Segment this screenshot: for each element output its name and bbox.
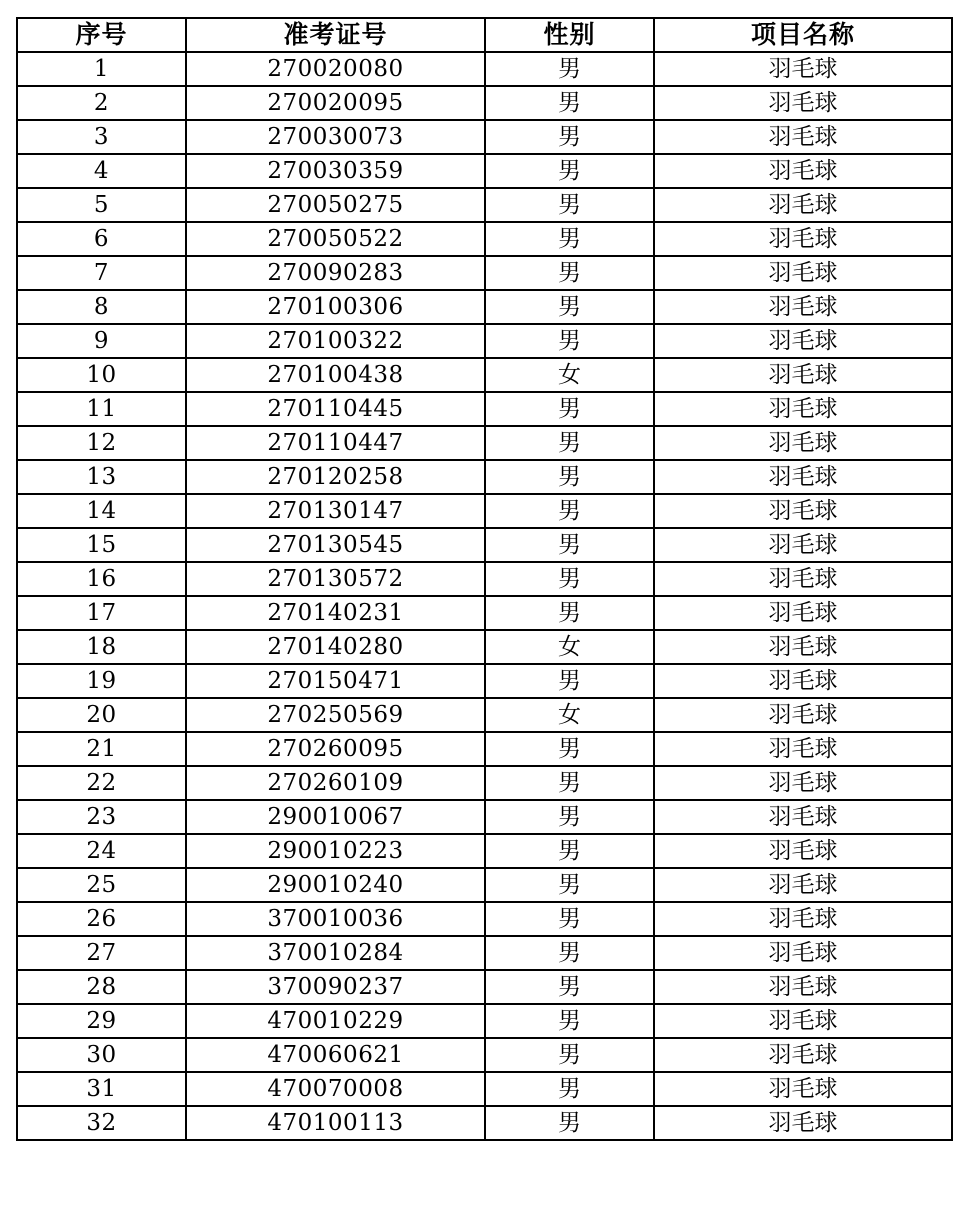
gender-cell: 男 xyxy=(485,188,654,222)
event-name-cell: 羽毛球 xyxy=(654,1072,952,1106)
serial-number-cell: 14 xyxy=(17,494,186,528)
admission-ticket-cell: 470070008 xyxy=(186,1072,485,1106)
gender-cell: 男 xyxy=(485,1106,654,1140)
table-row xyxy=(17,52,952,86)
serial-number-cell: 23 xyxy=(17,800,186,834)
admission-ticket-cell: 370010036 xyxy=(186,902,485,936)
admission-ticket-cell: 270260109 xyxy=(186,766,485,800)
header-admission-ticket-number: 准考证号 xyxy=(186,18,485,52)
serial-number-cell: 12 xyxy=(17,426,186,460)
admission-ticket-cell: 270110445 xyxy=(186,392,485,426)
admission-ticket-cell: 270020080 xyxy=(186,52,485,86)
gender-cell: 男 xyxy=(485,732,654,766)
gender-cell: 男 xyxy=(485,1038,654,1072)
gender-cell: 男 xyxy=(485,324,654,358)
gender-cell: 男 xyxy=(485,800,654,834)
event-name-cell: 羽毛球 xyxy=(654,528,952,562)
event-name-cell: 羽毛球 xyxy=(654,188,952,222)
gender-cell: 男 xyxy=(485,902,654,936)
gender-cell: 男 xyxy=(485,970,654,1004)
serial-number-cell: 15 xyxy=(17,528,186,562)
gender-cell: 男 xyxy=(485,52,654,86)
event-name-cell: 羽毛球 xyxy=(654,324,952,358)
table-row xyxy=(17,868,952,902)
admission-ticket-cell: 470060621 xyxy=(186,1038,485,1072)
admission-ticket-cell: 270090283 xyxy=(186,256,485,290)
serial-number-cell: 7 xyxy=(17,256,186,290)
event-name-cell: 羽毛球 xyxy=(654,596,952,630)
serial-number-cell: 24 xyxy=(17,834,186,868)
table-row xyxy=(17,732,952,766)
table-row xyxy=(17,766,952,800)
event-name-cell: 羽毛球 xyxy=(654,358,952,392)
gender-cell: 男 xyxy=(485,766,654,800)
event-name-cell: 羽毛球 xyxy=(654,1106,952,1140)
table-row xyxy=(17,664,952,698)
admission-ticket-cell: 270130572 xyxy=(186,562,485,596)
table-row xyxy=(17,1072,952,1106)
table-row xyxy=(17,800,952,834)
event-name-cell: 羽毛球 xyxy=(654,800,952,834)
admission-ticket-cell: 470100113 xyxy=(186,1106,485,1140)
gender-cell: 男 xyxy=(485,222,654,256)
admission-ticket-cell: 270020095 xyxy=(186,86,485,120)
serial-number-cell: 32 xyxy=(17,1106,186,1140)
results-table xyxy=(16,17,953,1141)
serial-number-cell: 30 xyxy=(17,1038,186,1072)
serial-number-cell: 29 xyxy=(17,1004,186,1038)
event-name-cell: 羽毛球 xyxy=(654,902,952,936)
gender-cell: 男 xyxy=(485,86,654,120)
admission-ticket-cell: 270130545 xyxy=(186,528,485,562)
event-name-cell: 羽毛球 xyxy=(654,86,952,120)
table-row xyxy=(17,902,952,936)
header-gender: 性别 xyxy=(485,18,654,52)
admission-ticket-cell: 290010240 xyxy=(186,868,485,902)
admission-ticket-cell: 370090237 xyxy=(186,970,485,1004)
serial-number-cell: 19 xyxy=(17,664,186,698)
table-row xyxy=(17,834,952,868)
admission-ticket-cell: 290010223 xyxy=(186,834,485,868)
event-name-cell: 羽毛球 xyxy=(654,732,952,766)
event-name-cell: 羽毛球 xyxy=(654,52,952,86)
table-row xyxy=(17,86,952,120)
event-name-cell: 羽毛球 xyxy=(654,698,952,732)
serial-number-cell: 5 xyxy=(17,188,186,222)
admission-ticket-cell: 470010229 xyxy=(186,1004,485,1038)
serial-number-cell: 13 xyxy=(17,460,186,494)
serial-number-cell: 4 xyxy=(17,154,186,188)
admission-ticket-cell: 270120258 xyxy=(186,460,485,494)
table-row xyxy=(17,698,952,732)
table-row xyxy=(17,1038,952,1072)
admission-ticket-cell: 270110447 xyxy=(186,426,485,460)
admission-ticket-cell: 370010284 xyxy=(186,936,485,970)
gender-cell: 男 xyxy=(485,936,654,970)
gender-cell: 男 xyxy=(485,154,654,188)
table-row xyxy=(17,392,952,426)
table-row xyxy=(17,188,952,222)
event-name-cell: 羽毛球 xyxy=(654,562,952,596)
serial-number-cell: 22 xyxy=(17,766,186,800)
event-name-cell: 羽毛球 xyxy=(654,766,952,800)
event-name-cell: 羽毛球 xyxy=(654,392,952,426)
event-name-cell: 羽毛球 xyxy=(654,1004,952,1038)
table-row xyxy=(17,154,952,188)
admission-ticket-cell: 270150471 xyxy=(186,664,485,698)
gender-cell: 男 xyxy=(485,834,654,868)
serial-number-cell: 8 xyxy=(17,290,186,324)
header-row xyxy=(17,18,952,52)
admission-ticket-cell: 270050275 xyxy=(186,188,485,222)
table-row xyxy=(17,494,952,528)
event-name-cell: 羽毛球 xyxy=(654,868,952,902)
admission-ticket-cell: 270100438 xyxy=(186,358,485,392)
gender-cell: 男 xyxy=(485,868,654,902)
gender-cell: 男 xyxy=(485,256,654,290)
admission-ticket-cell: 270100322 xyxy=(186,324,485,358)
gender-cell: 男 xyxy=(485,290,654,324)
admission-ticket-cell: 270140280 xyxy=(186,630,485,664)
admission-ticket-cell: 270100306 xyxy=(186,290,485,324)
event-name-cell: 羽毛球 xyxy=(654,256,952,290)
serial-number-cell: 20 xyxy=(17,698,186,732)
results-table-container xyxy=(16,17,951,1141)
table-row xyxy=(17,562,952,596)
gender-cell: 女 xyxy=(485,698,654,732)
gender-cell: 男 xyxy=(485,1072,654,1106)
table-row xyxy=(17,1004,952,1038)
table-body xyxy=(17,52,952,1140)
gender-cell: 男 xyxy=(485,494,654,528)
admission-ticket-cell: 270260095 xyxy=(186,732,485,766)
serial-number-cell: 27 xyxy=(17,936,186,970)
table-row xyxy=(17,460,952,494)
serial-number-cell: 2 xyxy=(17,86,186,120)
table-row xyxy=(17,970,952,1004)
serial-number-cell: 25 xyxy=(17,868,186,902)
gender-cell: 男 xyxy=(485,392,654,426)
event-name-cell: 羽毛球 xyxy=(654,494,952,528)
table-row xyxy=(17,256,952,290)
admission-ticket-cell: 270050522 xyxy=(186,222,485,256)
event-name-cell: 羽毛球 xyxy=(654,630,952,664)
serial-number-cell: 18 xyxy=(17,630,186,664)
table-row xyxy=(17,1106,952,1140)
table-header xyxy=(17,18,952,52)
table-row xyxy=(17,290,952,324)
event-name-cell: 羽毛球 xyxy=(654,460,952,494)
serial-number-cell: 3 xyxy=(17,120,186,154)
event-name-cell: 羽毛球 xyxy=(654,222,952,256)
admission-ticket-cell: 270130147 xyxy=(186,494,485,528)
serial-number-cell: 9 xyxy=(17,324,186,358)
table-row xyxy=(17,596,952,630)
header-event-name: 项目名称 xyxy=(654,18,952,52)
serial-number-cell: 17 xyxy=(17,596,186,630)
gender-cell: 男 xyxy=(485,528,654,562)
gender-cell: 男 xyxy=(485,1004,654,1038)
admission-ticket-cell: 270140231 xyxy=(186,596,485,630)
admission-ticket-cell: 270030359 xyxy=(186,154,485,188)
event-name-cell: 羽毛球 xyxy=(654,834,952,868)
table-row xyxy=(17,426,952,460)
gender-cell: 男 xyxy=(485,664,654,698)
event-name-cell: 羽毛球 xyxy=(654,936,952,970)
admission-ticket-cell: 270250569 xyxy=(186,698,485,732)
serial-number-cell: 6 xyxy=(17,222,186,256)
event-name-cell: 羽毛球 xyxy=(654,120,952,154)
serial-number-cell: 16 xyxy=(17,562,186,596)
event-name-cell: 羽毛球 xyxy=(654,664,952,698)
event-name-cell: 羽毛球 xyxy=(654,970,952,1004)
serial-number-cell: 11 xyxy=(17,392,186,426)
admission-ticket-cell: 270030073 xyxy=(186,120,485,154)
serial-number-cell: 1 xyxy=(17,52,186,86)
gender-cell: 男 xyxy=(485,460,654,494)
header-serial-number: 序号 xyxy=(17,18,186,52)
table-row xyxy=(17,358,952,392)
table-row xyxy=(17,120,952,154)
table-row xyxy=(17,528,952,562)
serial-number-cell: 10 xyxy=(17,358,186,392)
serial-number-cell: 28 xyxy=(17,970,186,1004)
gender-cell: 男 xyxy=(485,562,654,596)
gender-cell: 男 xyxy=(485,120,654,154)
event-name-cell: 羽毛球 xyxy=(654,290,952,324)
gender-cell: 女 xyxy=(485,358,654,392)
gender-cell: 男 xyxy=(485,426,654,460)
event-name-cell: 羽毛球 xyxy=(654,426,952,460)
table-row xyxy=(17,630,952,664)
gender-cell: 女 xyxy=(485,630,654,664)
admission-ticket-cell: 290010067 xyxy=(186,800,485,834)
event-name-cell: 羽毛球 xyxy=(654,1038,952,1072)
table-row xyxy=(17,936,952,970)
table-row xyxy=(17,324,952,358)
gender-cell: 男 xyxy=(485,596,654,630)
serial-number-cell: 26 xyxy=(17,902,186,936)
serial-number-cell: 31 xyxy=(17,1072,186,1106)
event-name-cell: 羽毛球 xyxy=(654,154,952,188)
table-row xyxy=(17,222,952,256)
serial-number-cell: 21 xyxy=(17,732,186,766)
